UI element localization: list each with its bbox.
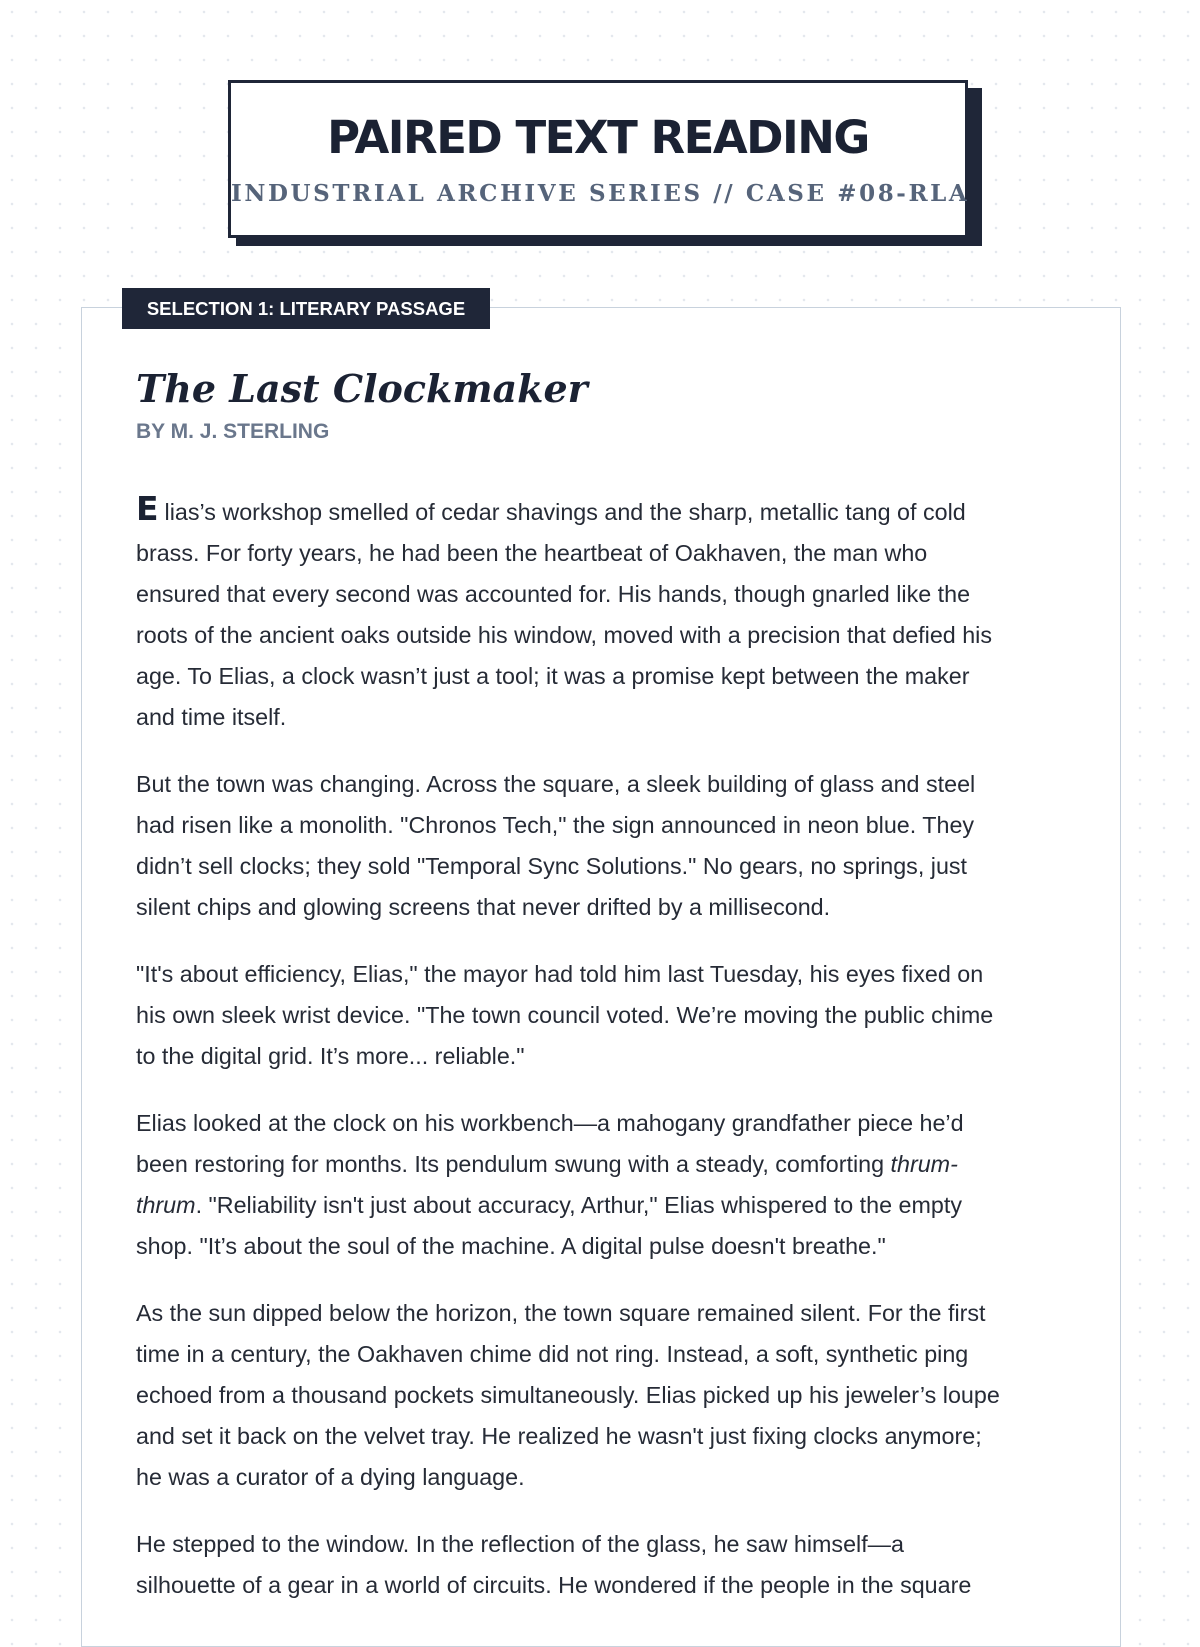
- text-line: time in a century, the Oakhaven chime did not ring. Instead, a soft, synthetic ping: [136, 1341, 969, 1367]
- text-line: But the town was changing. Across the square, a sleek building of glass and steel: [136, 771, 976, 797]
- paragraph-5: [136, 1293, 1070, 1498]
- text-line: had risen like a monolith. "Chronos Tech," the sign announced in neon blue. They: [136, 812, 975, 838]
- text-line: "It's about efficiency, Elias," the mayor had told him last Tuesday, his eyes fixed on: [136, 961, 984, 987]
- paragraph-3: [136, 954, 1070, 1077]
- page-title: PAIRED TEXT READING: [327, 111, 869, 164]
- paragraph-6: [136, 1524, 1070, 1606]
- text-line: E lias’s workshop smelled of cedar shavings and the sharp, metallic tang of cold: [136, 489, 966, 528]
- text-line: his own sleek wrist device. "The town council voted. We’re moving the public chime: [136, 1002, 994, 1028]
- text-line: He stepped to the window. In the reflection of the glass, he saw himself—a: [136, 1531, 904, 1557]
- story-body: [136, 488, 1070, 1632]
- italic-text: thrum-: [890, 1151, 958, 1177]
- text-line: age. To Elias, a clock wasn’t just a tool; it was a promise kept between the maker: [136, 663, 970, 689]
- italic-text: thrum: [136, 1192, 196, 1218]
- drop-cap: E: [136, 489, 159, 528]
- text-line: Elias looked at the clock on his workbench—a mahogany grandfather piece he’d: [136, 1110, 964, 1136]
- text-line: thrum. "Reliability isn't just about accuracy, Arthur," Elias whispered to the empty: [136, 1192, 962, 1218]
- text-line: As the sun dipped below the horizon, the town square remained silent. For the first: [136, 1300, 986, 1326]
- text-line: didn’t sell clocks; they sold "Temporal Sync Solutions." No gears, no springs, just: [136, 853, 968, 879]
- story-title: The Last Clockmaker: [136, 366, 588, 411]
- paragraph-4: [136, 1103, 1070, 1267]
- text-line: to the digital grid. It’s more... reliable.": [136, 1043, 525, 1069]
- text-line: silent chips and glowing screens that never drifted by a millisecond.: [136, 894, 831, 920]
- text-line: and set it back on the velvet tray. He realized he wasn't just fixing clocks anymore;: [136, 1423, 982, 1449]
- paragraph-1: [136, 488, 1070, 738]
- text-line: silhouette of a gear in a world of circuits. He wondered if the people in the square: [136, 1572, 972, 1598]
- header-box: [228, 80, 968, 238]
- page-subtitle: INDUSTRIAL ARCHIVE SERIES // CASE #08-RLA: [231, 180, 970, 207]
- section-tag: SELECTION 1: LITERARY PASSAGE: [122, 288, 490, 329]
- text-line: shop. "It’s about the soul of the machine. A digital pulse doesn't breathe.": [136, 1233, 886, 1259]
- paragraph-2: [136, 764, 1070, 928]
- text-line: ensured that every second was accounted for. His hands, though gnarled like the: [136, 581, 971, 607]
- text-line: echoed from a thousand pockets simultaneously. Elias picked up his jeweler’s loupe: [136, 1382, 1000, 1408]
- text-line: brass. For forty years, he had been the heartbeat of Oakhaven, the man who: [136, 540, 928, 566]
- text-line: roots of the ancient oaks outside his window, moved with a precision that defied his: [136, 622, 993, 648]
- text-line: been restoring for months. Its pendulum swung with a steady, comforting thrum-: [136, 1151, 958, 1177]
- text-line: and time itself.: [136, 704, 287, 730]
- text-line: he was a curator of a dying language.: [136, 1464, 525, 1490]
- story-byline: BY M. J. STERLING: [136, 420, 330, 443]
